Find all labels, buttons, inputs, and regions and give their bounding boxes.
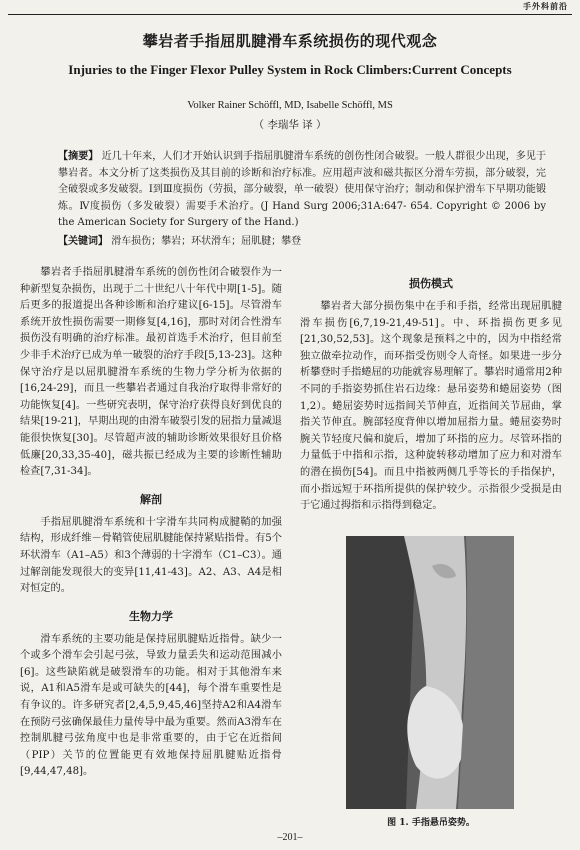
figure-finger-hang-photo — [346, 536, 514, 809]
title-english: Injuries to the Finger Flexor Pulley System in Rock Climbers:Current Concepts — [68, 62, 512, 77]
journal-name: 手外科前沿 — [523, 1, 568, 11]
keywords-text: 滑车损伤；攀岩；环状滑车；屈肌腱；攀登 — [111, 236, 302, 247]
translator: （ 李瑞华 译 ） — [253, 119, 327, 131]
injury-pattern-paragraph: 攀岩者大部分损伤集中在手和手指，经常出现屈肌腱滑车损伤[6,7,19-21,49-51]。中、环指损伤更多见[21,30,52,53]。这个现象是预料之中的，因为中指经常独立做牵拉动作，而环指受伤则令人奇怪。如果进一步分析攀登时手指蜷屈的功能就容易理解了。攀岩时通常用2种不同的手指姿势抓住岩石边缘：悬吊姿势和蜷屈姿势（图1,2）。蜷屈姿势时远指间关节伸直，近指间关节屈曲，掌指关节伸直。腕部轻度背伸以增加屈指力量。蜷屈姿势时腕关节轻度尺偏和旋后，增加了环指的应力。尽管环指的力量低于中指和示指，这种旋转移动增加了应力和对滑车的潜在损伤[54]。而且中指被两侧几乎等长的手指保护，而小指远短于环指所提供的保护较少。示指很少受损是由于它通过拇指和示指得到稳定。 — [300, 301, 562, 512]
heading-injury-pattern: 损伤模式 — [409, 277, 453, 290]
heading-anatomy: 解剖 — [140, 492, 162, 506]
abstract-label: 【摘要】 — [58, 151, 99, 162]
biomechanics-paragraph: 滑车系统的主要功能是保持屈肌腱贴近指骨。缺少一个或多个滑车会引起弓弦，导致力量丢失和运动范围减小[6]。这些缺陷就是破裂滑车的功能。相对于其他滑车来说，A1和A5滑车是或可缺失的[44]，每个滑车重要性是有争议的。许多研究者[2,4,5,9,45,46]坚持A2和A4滑车在预防弓弦确保最佳力量传导中最为重要。然而A3滑车在控制肌腱弓弦角度中也是非常重要的，由于它在近指间（PIP）关节的位置能更有效地保持屈肌腱贴近指骨[9,44,47,48]。 — [20, 633, 282, 778]
authors: Volker Rainer Schöffl, MD, Isabelle Schöffl, MS — [187, 100, 393, 111]
keywords-label: 【关键词】 — [58, 236, 108, 247]
title-chinese: 攀岩者手指屈肌腱滑车系统损伤的现代观念 — [142, 32, 438, 50]
figure-caption: 图 1. 手指悬吊姿势。 — [387, 818, 475, 828]
anatomy-paragraph: 手指屈肌腱滑车系统和十字滑车共同构成腱鞘的加强结构，形成纤维－骨鞘管使屈肌腱能保持紧贴指骨。有5个环状滑车（A1–A5）和3个薄弱的十字滑车（C1–C3）。通过解剖能发现很大的变异[11,41-43]。A2、A3、A4是相对恒定的。 — [20, 516, 282, 595]
abstract-text: 近几十年来，人们才开始认识到手指屈肌腱滑车系统的创伤性闭合破裂。一般人群很少出现，多见于攀岩者。本文分析了这类损伤及其目前的诊断和治疗标准。应用超声波和磁共振区分滑车劳损，部分破裂，完全破裂或多发破裂。I到Ⅲ度损伤（劳损，部分破裂，单一破裂）使用保守治疗；制动和保护滑车下早期功能锻炼。Ⅳ度损伤（多发破裂）需要手术治疗。(J Hand Surg 2006;31A:647- 654. Copyright © 2006 by the American Society for Surgery of the Hand.) — [58, 151, 546, 228]
finger-hang-illustration — [346, 536, 514, 809]
header-rule — [8, 14, 572, 15]
intro-paragraph: 攀岩者手指屈肌腱滑车系统的创伤性闭合破裂作为一种新型复杂损伤，出现于二十世纪八十年代中期[1-5]。随后更多的报道提出各种诊断和治疗建议[6-15]。尽管滑车系统开放性损伤需要一期修复[4,16]，那时对闭合性滑车损伤没有明确的治疗标准。最初首选手术治疗，但目前至少非手术治疗已成为单一破裂的治疗手段[5,13-23]。这种保守治疗是以屈肌腱滑车系统的生物力学分析为依据的[16,24-29]，而且一些攀岩者通过自我治疗取得非常好的功能恢复[4]。一些研究表明，保守治疗获得良好到优良的结果[19-21]，早期出现的由滑车破裂引发的屈指力量减退能很快恢复[30]。尽管超声波的辅助诊断效果很好且价格低廉[20,33,35-40]，磁共振已经成为主要的诊断性辅助检查[7,31-34]。 — [20, 267, 282, 478]
keywords — [58, 234, 546, 250]
page-number: –201– — [277, 832, 303, 843]
abstract — [58, 149, 546, 232]
right-column — [300, 275, 562, 515]
heading-biomechanics: 生物力学 — [129, 609, 173, 623]
left-column — [20, 265, 282, 781]
